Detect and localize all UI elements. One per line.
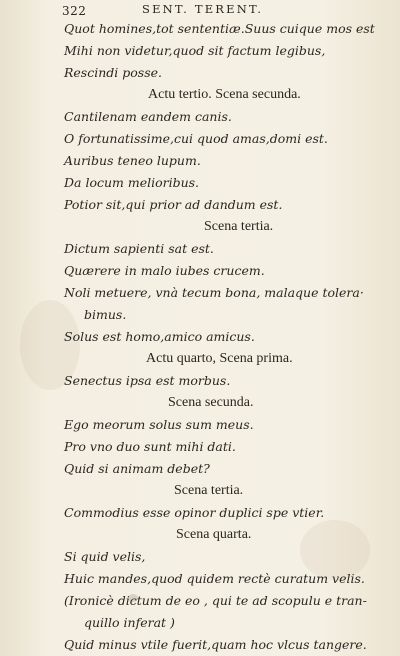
text-line: Si quid velis, xyxy=(64,549,146,564)
scene-heading: Actu tertio. Scena secunda. xyxy=(148,87,301,102)
text-line: O fortunatissime,cui quod amas,domi est. xyxy=(64,131,328,146)
text-line: Commodius esse opinor duplici spe vtier. xyxy=(64,505,325,520)
text-line: Solus est homo,amico amicus. xyxy=(64,329,255,344)
text-line: Quot homines,tot sententiæ.Suus cuique mos est xyxy=(64,21,375,36)
scene-heading: Actu quarto, Scena prima. xyxy=(146,351,293,366)
text-line: (Ironicè dictum de eo , qui te ad scopulu e tran- xyxy=(64,593,367,608)
text-line: Quid minus vtile fuerit,quam hoc vlcus tangere. xyxy=(64,637,367,652)
scene-heading: Scena tertia. xyxy=(174,483,244,498)
text-line: bimus. xyxy=(84,307,127,322)
text-line: Da locum melioribus. xyxy=(64,175,200,190)
text-line: Quid si animam debet? xyxy=(64,461,210,476)
scene-heading: Scena secunda. xyxy=(168,395,254,410)
text-line: Ego meorum solus sum meus. xyxy=(64,417,254,432)
text-line: Auribus teneo lupum. xyxy=(64,153,201,168)
text-line: Dictum sapienti sat est. xyxy=(64,241,214,256)
text-line: Potior sit,qui prior ad dandum est. xyxy=(64,197,283,212)
text-line: Rescindi posse. xyxy=(64,65,162,80)
text-block xyxy=(64,18,375,656)
scene-heading: Scena tertia. xyxy=(204,219,274,234)
text-line: quillo inferat ) xyxy=(84,615,175,630)
text-line: Noli metuere, vnà tecum bona, malaque tolera· xyxy=(64,285,364,300)
page-number: 322 xyxy=(62,4,87,18)
running-head: SENT. TERENT. xyxy=(142,2,264,16)
text-line: Senectus ipsa est morbus. xyxy=(64,373,231,388)
text-line: Quærere in malo iubes crucem. xyxy=(64,263,265,278)
scene-heading: Scena quarta. xyxy=(176,527,252,542)
text-line: Pro vno duo sunt mihi dati. xyxy=(64,439,236,454)
ink-smudge xyxy=(128,594,138,602)
text-line: Mihi non videtur,quod sit factum legibus, xyxy=(64,43,326,58)
text-line: Huic mandes,quod quidem rectè curatum velis. xyxy=(64,571,365,586)
text-line: Cantilenam eandem canis. xyxy=(64,109,232,124)
